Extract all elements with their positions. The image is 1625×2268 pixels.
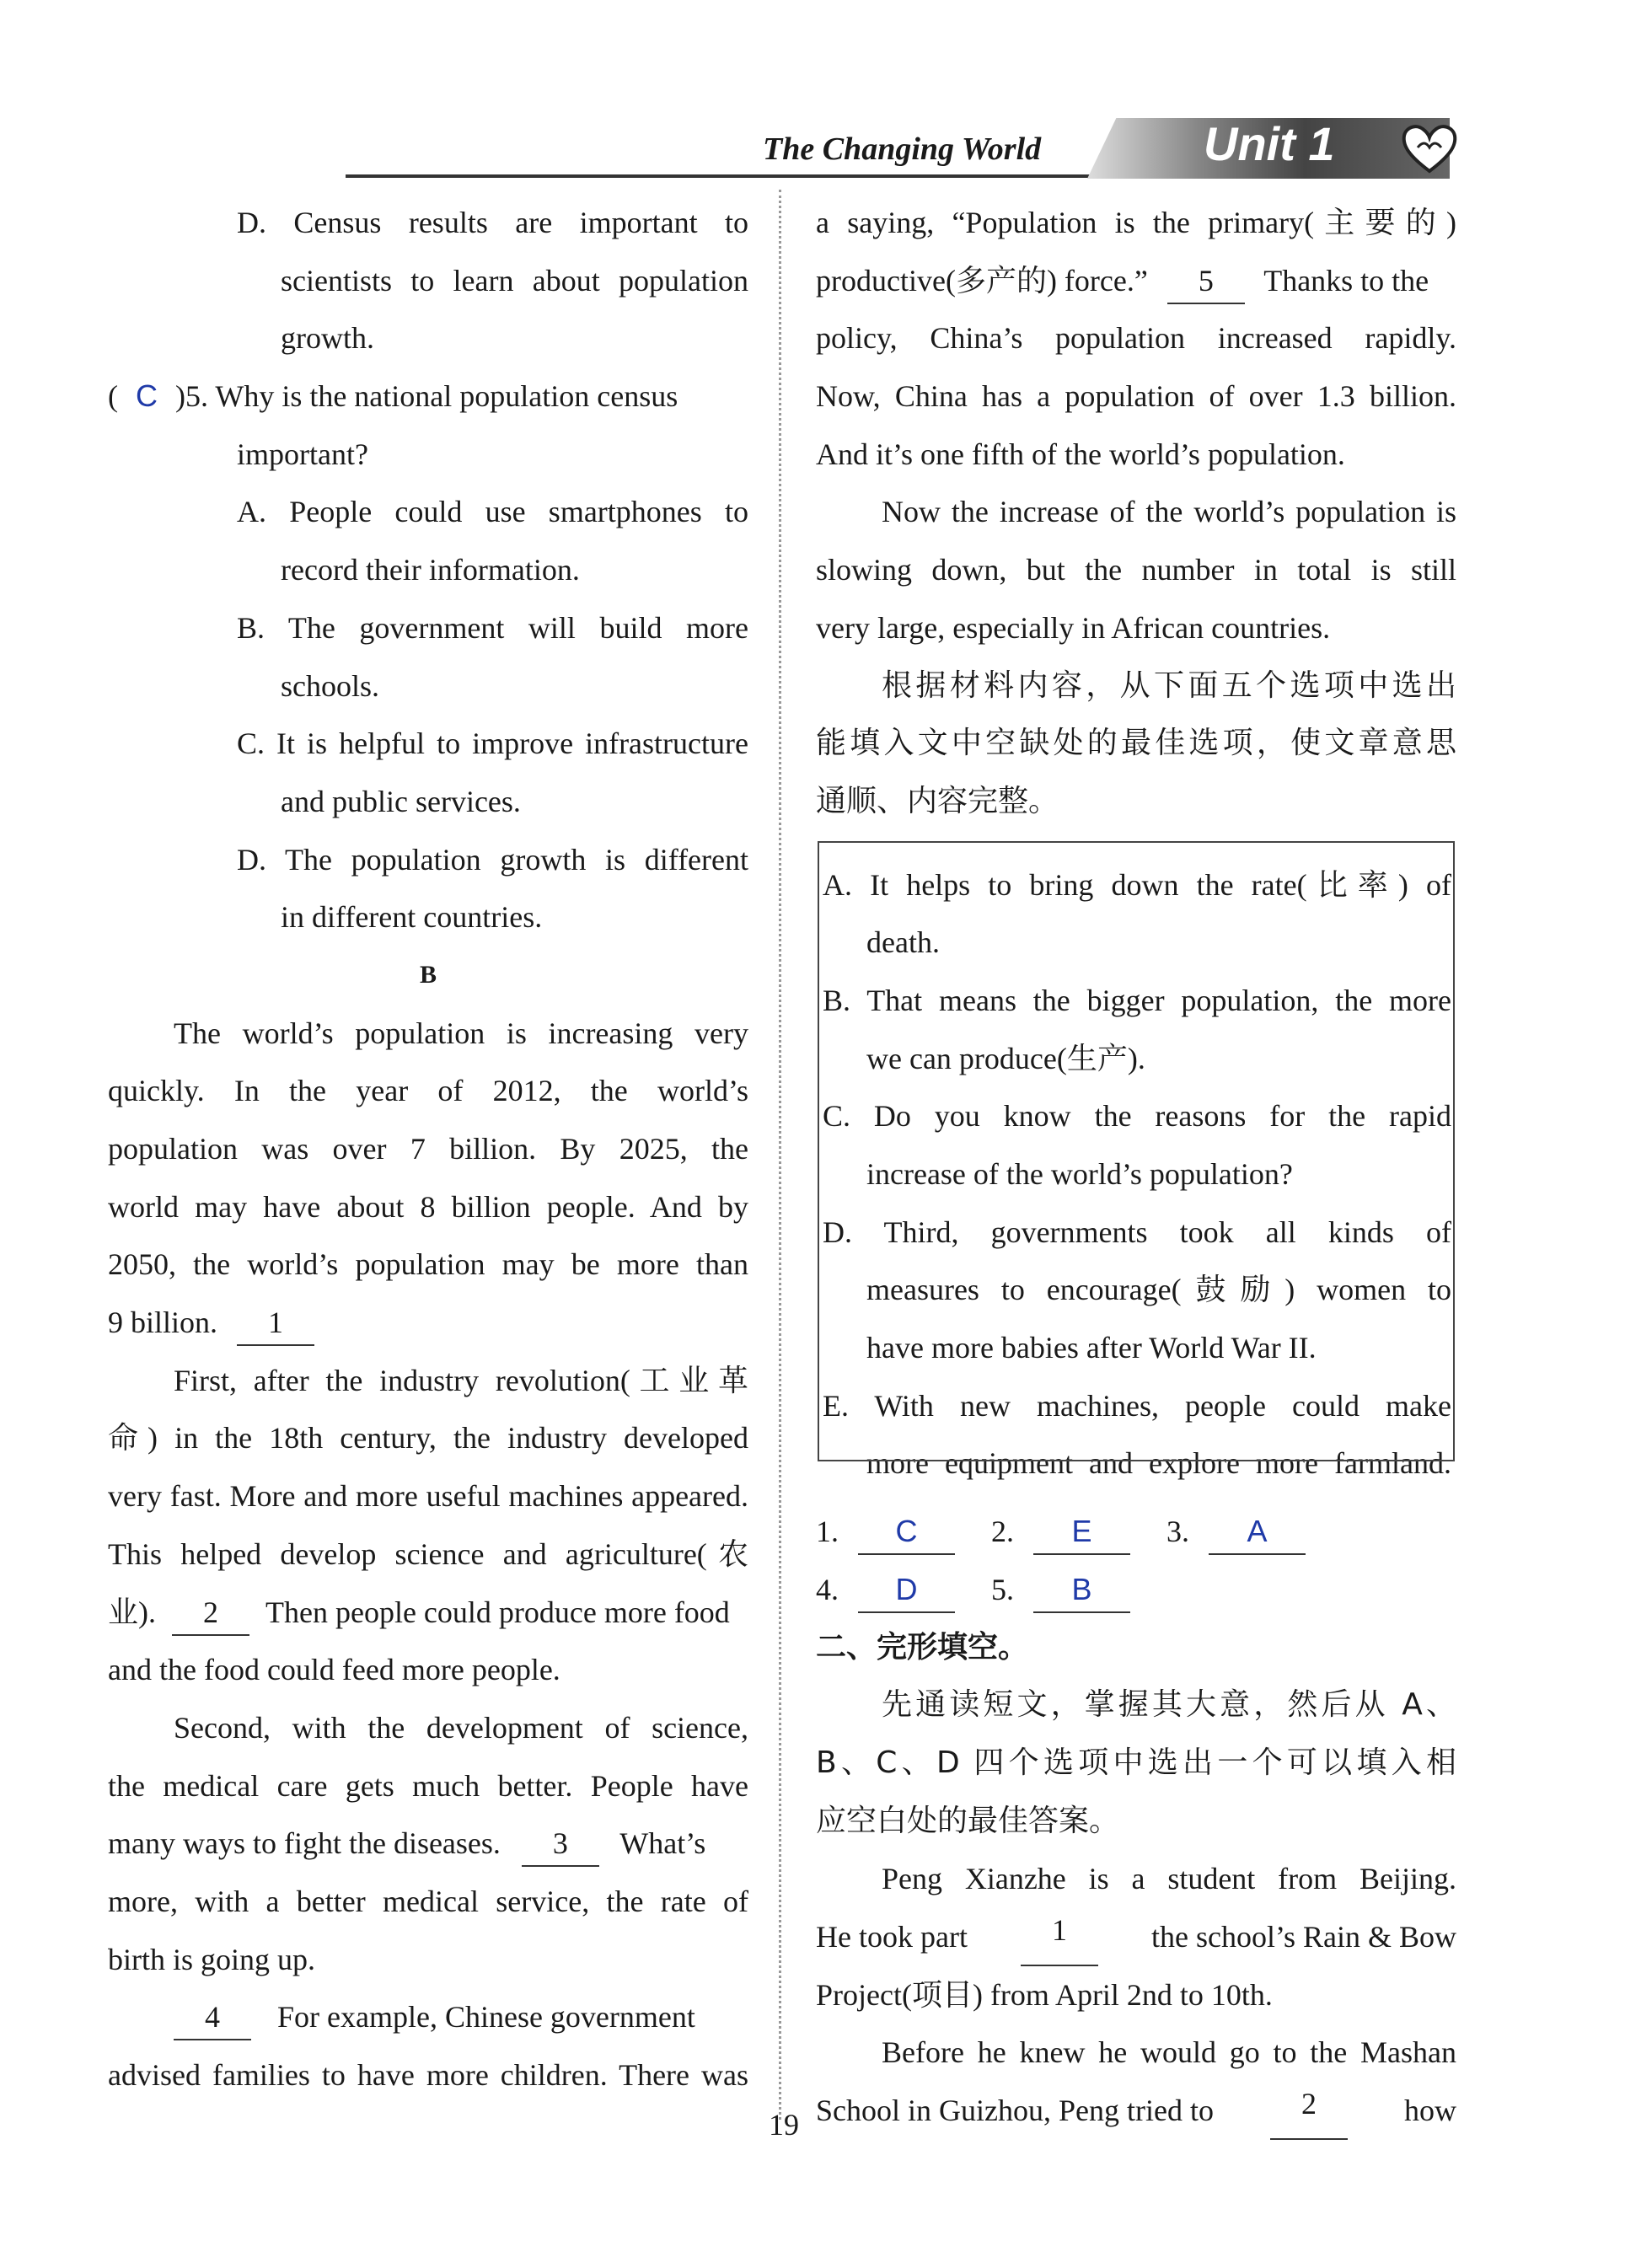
passage-line: very large, especially in African countries. (816, 610, 1331, 645)
option-e-cont: more equipment and explore more farmland. (866, 1446, 1451, 1481)
option-e: E. With new machines, people could make (823, 1388, 1451, 1423)
passage-line (108, 1584, 748, 1642)
answer-row (816, 1503, 1456, 1561)
answer-open-paren: ( (108, 379, 118, 414)
option-d-cont: in different countries. (281, 900, 543, 935)
cloze-instruction: 先通读短文，掌握其大意，然后从 A、 (882, 1687, 1456, 1723)
cloze-line (816, 2082, 1456, 2140)
cloze-blank-1: 1 (1021, 1908, 1098, 1966)
blank-4: 4 (174, 1995, 251, 2040)
header-rule (346, 174, 1104, 178)
option-a-cont: death. (866, 925, 940, 960)
passage-text: 9 billion. (108, 1306, 218, 1340)
cloze-heading: 二、完形填空。 (816, 1629, 1029, 1665)
option-c: C. Do you know the reasons for the rapid (823, 1099, 1451, 1134)
passage-line: Now, China has a population of over 1.3 billion. (816, 379, 1456, 414)
cloze-text: how (1404, 2094, 1456, 2127)
cloze-line: Peng Xianzhe is a student from Beijing. (882, 1862, 1456, 1896)
passage-line: 2050, the world’s population may be more than (108, 1247, 748, 1282)
passage-line: more, with a better medical service, the rate of (108, 1884, 748, 1918)
option-d-cont: have more babies after World War II. (866, 1331, 1317, 1365)
question-5-stem: )5. Why is the national population census (175, 379, 678, 414)
passage-line: world may have about 8 billion people. And by (108, 1189, 748, 1224)
answer-num: 4. (816, 1572, 839, 1606)
options-box (818, 841, 1455, 1461)
option-b: B. The government will build more (237, 610, 748, 645)
passage-line: slowing down, but the number in total is still (816, 553, 1456, 587)
header-title: The Changing World (763, 131, 1042, 167)
option-d: D. Third, governments took all kinds of (823, 1214, 1451, 1249)
option-c-cont: and public services. (281, 784, 521, 818)
passage-line: First, after the industry revolution(工业革 (174, 1363, 748, 1397)
question-5-stem-cont: important? (237, 437, 368, 471)
cloze-line (816, 1908, 1456, 1966)
passage-text: For example, Chinese government (277, 2000, 695, 2035)
answer-1: C (858, 1509, 955, 1555)
question-5 (108, 367, 748, 426)
option-line: scientists to learn about population (281, 263, 748, 298)
option-a: A. People could use smartphones to (237, 495, 748, 529)
option-line: growth. (281, 321, 374, 356)
answer-5: B (1033, 1568, 1130, 1613)
section-b-heading: B (419, 960, 437, 989)
instruction-line: 能填入文中空缺处的最佳选项，使文章意思 (816, 726, 1456, 761)
passage-line (108, 1815, 748, 1873)
blank-2: 2 (172, 1590, 249, 1636)
option-a-cont: record their information. (281, 553, 580, 587)
passage-line: and the food could feed more people. (108, 1653, 560, 1687)
passage-line: very fast. More and more useful machines appeared. (108, 1479, 748, 1514)
option-c: C. It is helpful to improve infrastructure (237, 727, 748, 761)
blank-5: 5 (1167, 259, 1245, 304)
passage-line: Now the increase of the world’s population is (882, 495, 1456, 529)
cloze-text: the school’s Rain & Bow (1150, 1919, 1456, 1954)
passage-line (108, 1294, 748, 1352)
passage-line (816, 252, 1456, 310)
passage-text: Then people could produce more food (265, 1595, 730, 1629)
blank-1: 1 (237, 1300, 314, 1346)
passage-text: 业). (108, 1595, 156, 1629)
option-b: B. That means the bigger population, the more (823, 983, 1451, 1017)
passage-line: quickly. In the year of 2012, the world’s (108, 1074, 748, 1108)
passage-line: policy, China’s population increased rapidly. (816, 321, 1456, 356)
option-b-cont: we can produce(生产). (866, 1041, 1145, 1075)
cloze-instruction: 应空白处的最佳答案。 (816, 1803, 1120, 1838)
heart-icon (1401, 122, 1458, 174)
passage-text: Thanks to the (1263, 263, 1429, 298)
cloze-text: School in Guizhou, Peng tried to (816, 2094, 1214, 2127)
passage-line: the medical care gets much better. People have (108, 1768, 748, 1803)
instruction-line: 通顺、内容完整。 (816, 783, 1059, 818)
blank-3: 3 (522, 1821, 599, 1867)
passage-line: And it’s one fifth of the world’s population. (816, 437, 1345, 471)
passage-line (108, 1988, 748, 2046)
option-d: D. The population growth is different (237, 842, 748, 877)
answer-num: 1. (816, 1515, 839, 1549)
passage-line: a saying, “Population is the primary(主要的) (816, 206, 1456, 239)
cloze-text: He took part (816, 1919, 968, 1954)
passage-line: Second, with the development of science, (174, 1710, 748, 1745)
option-c-cont: increase of the world’s population? (866, 1157, 1293, 1191)
passage-line: advised families to have more children. There was (108, 2058, 748, 2092)
cloze-line: Project(项目) from April 2nd to 10th. (816, 1977, 1273, 2012)
passage-line: birth is going up. (108, 1942, 316, 1976)
page-number: 19 (769, 2108, 799, 2142)
answer-3: A (1209, 1509, 1306, 1555)
option-line: D. Census results are important to (237, 206, 748, 239)
passage-line: population was over 7 billion. By 2025, the (108, 1132, 748, 1166)
passage-line: 命) in the 18th century, the industry developed (108, 1421, 748, 1456)
answer-q5: C (136, 378, 158, 414)
cloze-instruction: B、C、D 四个选项中选出一个可以填入相 (816, 1745, 1456, 1780)
passage-line: The world’s population is increasing very (174, 1016, 748, 1050)
option-d-cont: measures to encourage(鼓励) women to (866, 1273, 1451, 1307)
passage-line: This helped develop science and agriculture(农 (108, 1536, 748, 1571)
answer-num: 3. (1166, 1515, 1189, 1549)
answer-4: D (858, 1568, 955, 1613)
cloze-line: Before he knew he would go to the Mashan (882, 2035, 1456, 2070)
passage-text: What’s (619, 1826, 706, 1861)
answer-2: E (1033, 1509, 1130, 1555)
column-divider (779, 190, 785, 2120)
passage-text: many ways to fight the diseases. (108, 1826, 501, 1861)
left-column (108, 194, 748, 2104)
cloze-blank-2: 2 (1270, 2082, 1348, 2140)
answer-row (816, 1561, 1456, 1619)
answer-num: 2. (991, 1515, 1014, 1549)
unit-label: Unit 1 (1204, 117, 1335, 170)
answer-num: 5. (991, 1572, 1014, 1606)
option-b-cont: schools. (281, 668, 379, 703)
option-a: A. It helps to bring down the rate(比率) of (823, 867, 1451, 902)
instruction-line: 根据材料内容，从下面五个选项中选出 (882, 668, 1456, 703)
passage-text: productive(多产的) force.” (816, 263, 1148, 298)
